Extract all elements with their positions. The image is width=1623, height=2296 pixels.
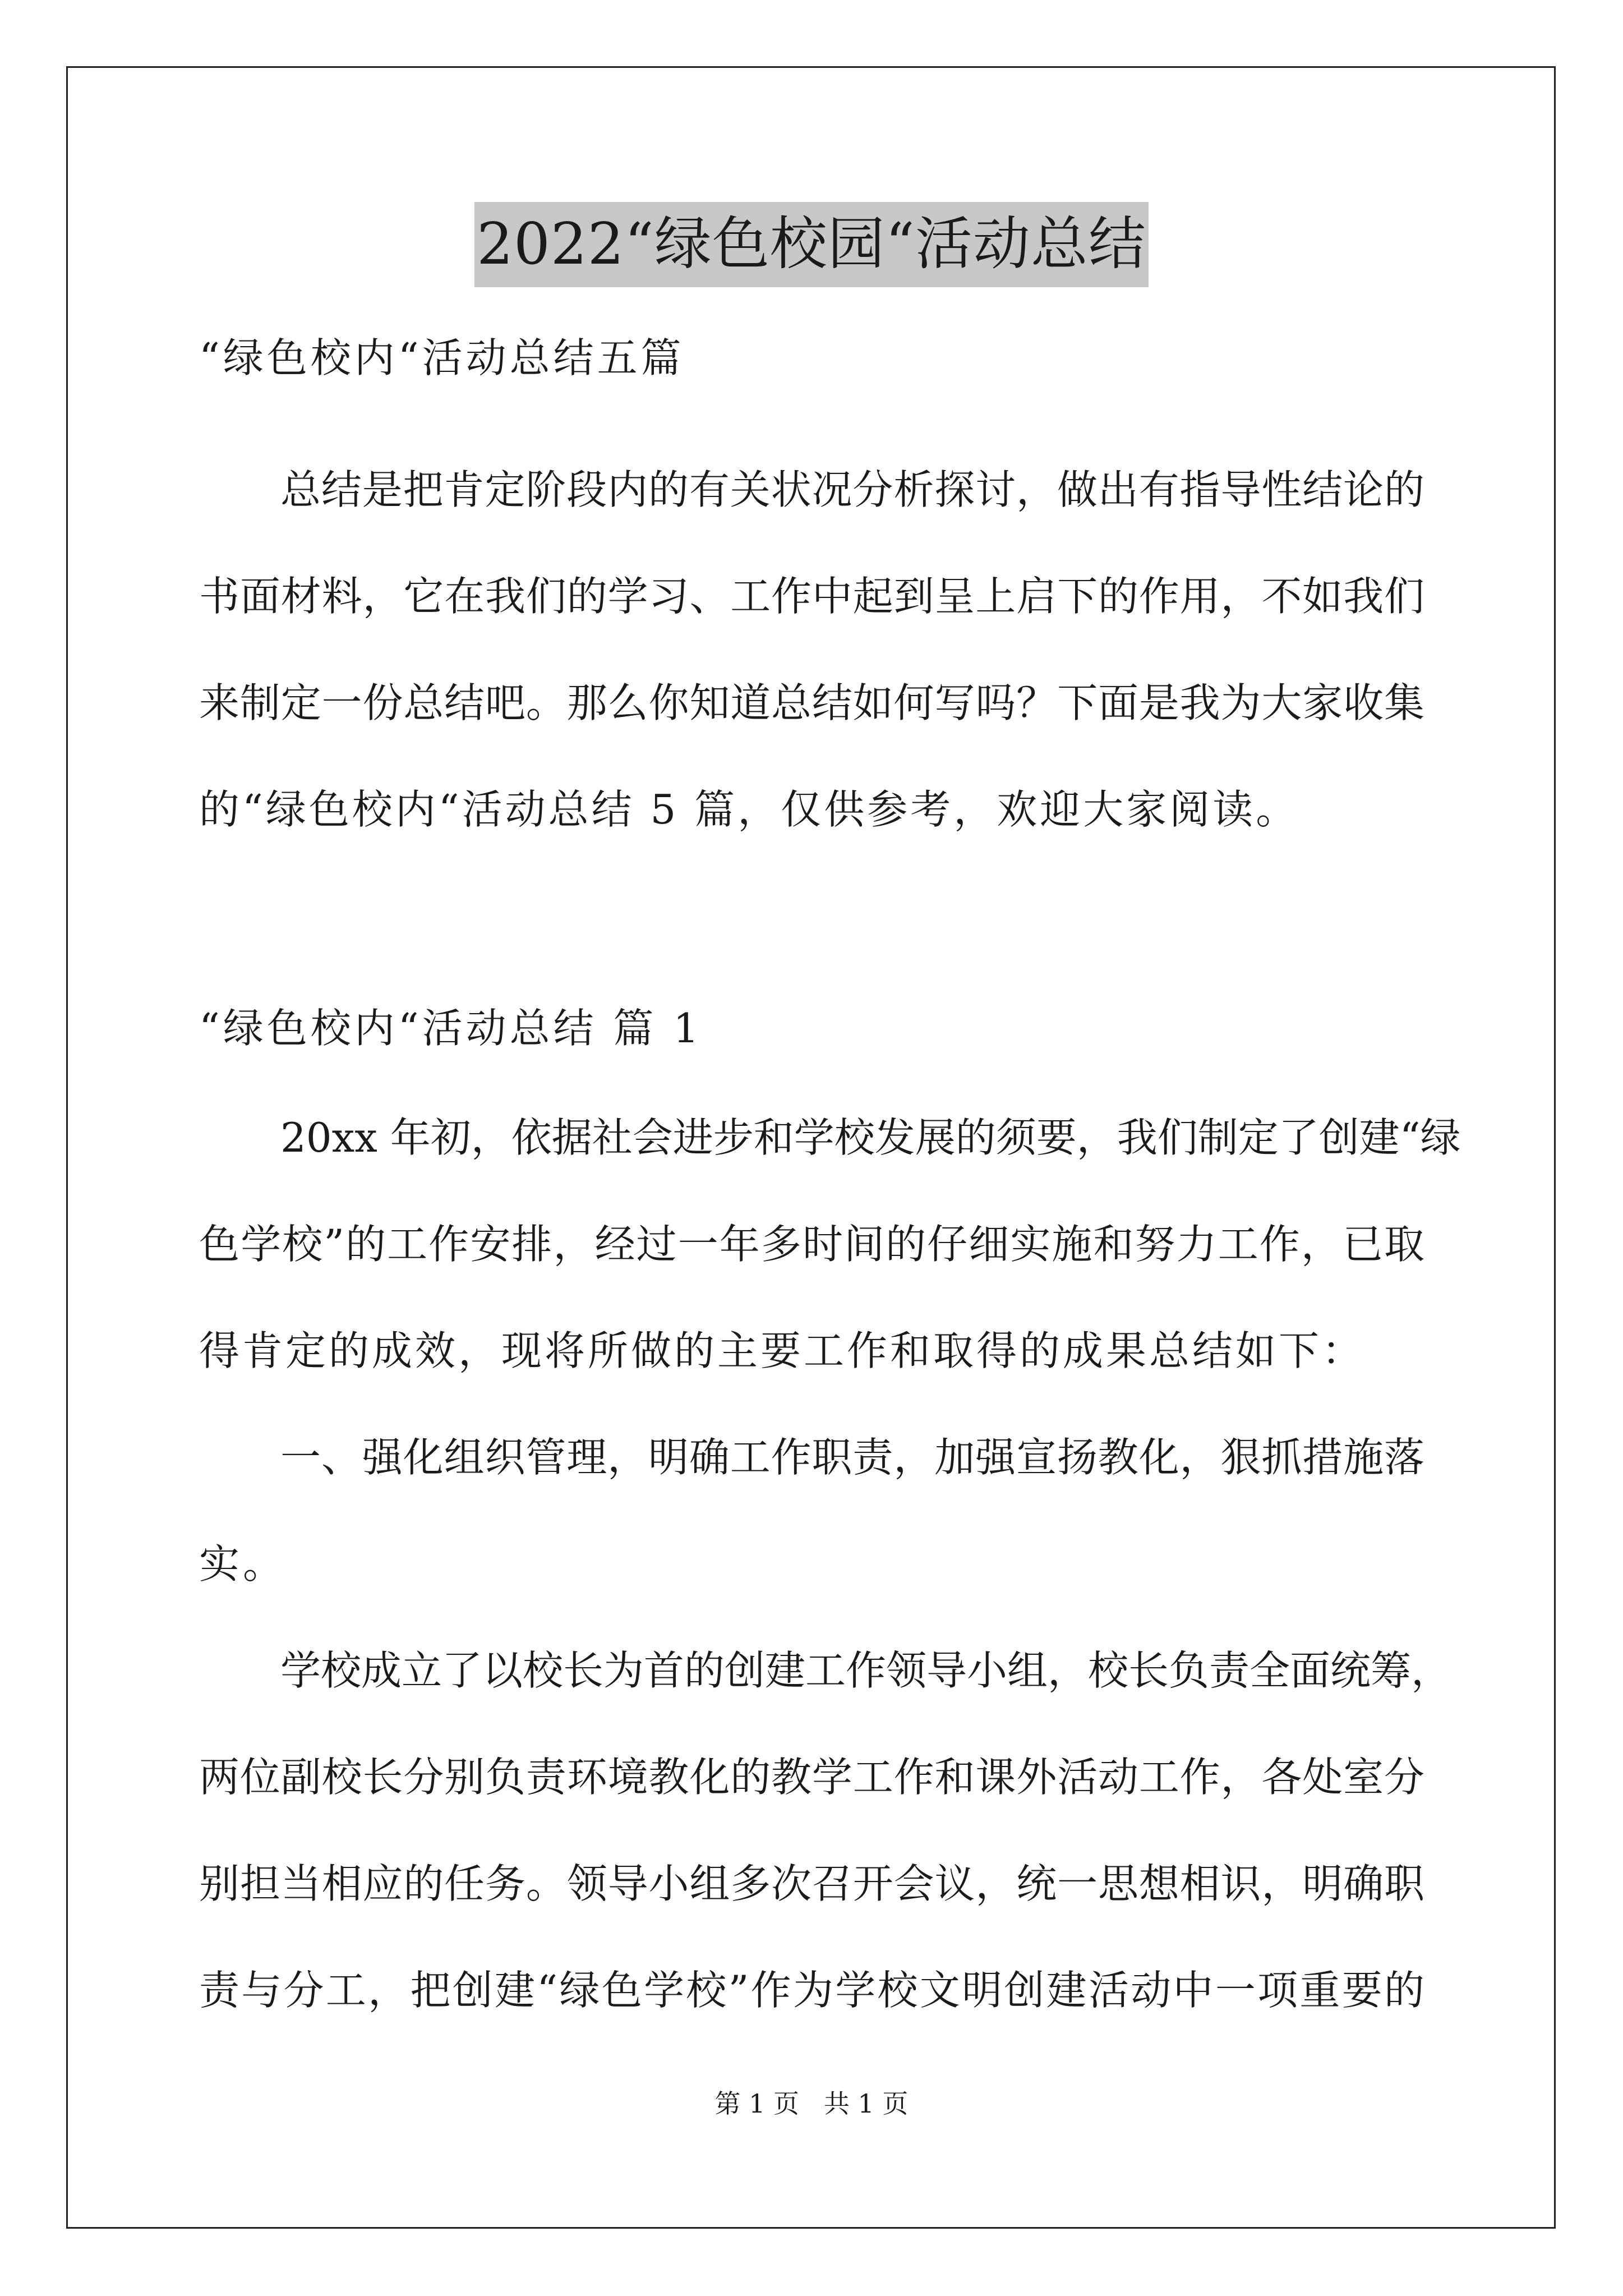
section-heading: “绿色校内“活动总结 篇 1 [199,1005,703,1052]
document-title: 2022“绿色校园“活动总结 [474,202,1149,287]
para3-line-1: 学校成立了以校长为首的创建工作领导小组，校长负责全面统筹， [280,1647,1452,1694]
title-container [0,202,1623,287]
intro-line-1: 总结是把肯定阶段内的有关状况分析探讨，做出有指导性结论的 [280,466,1424,513]
intro-line-2: 书面材料，它在我们的学习、工作中起到呈上启下的作用，不如我们 [199,573,1424,620]
document-subtitle: “绿色校内“活动总结五篇 [199,334,685,381]
para1-line-1: 20xx 年初，依据社会进步和学校发展的须要，我们制定了创建“绿 [280,1114,1461,1161]
para2-line-1: 一、强化组织管理，明确工作职责，加强宣扬教化，狠抓措施落 [280,1434,1424,1481]
para1-line-2: 色学校”的工作安排，经过一年多时间的仔细实施和努力工作，已取 [199,1221,1424,1268]
para2-line-2: 实。 [199,1540,287,1588]
page-footer: 第 1 页 共 1 页 [714,2088,909,2119]
para3-line-4: 责与分工，把创建“绿色学校”作为学校文明创建活动中一项重要的 [199,1967,1424,2014]
para3-line-3: 别担当相应的任务。领导小组多次召开会议，统一思想相识，明确职 [199,1860,1424,1907]
intro-line-4: 的“绿色校内“活动总结 5 篇，仅供参考，欢迎大家阅读。 [199,786,1299,833]
intro-line-3: 来制定一份总结吧。那么你知道总结如何写吗？下面是我为大家收集 [199,679,1424,726]
para3-line-2: 两位副校长分别负责环境教化的教学工作和课外活动工作，各处室分 [199,1754,1424,1801]
para1-line-3: 得肯定的成效，现将所做的主要工作和取得的成果总结如下： [199,1327,1366,1374]
